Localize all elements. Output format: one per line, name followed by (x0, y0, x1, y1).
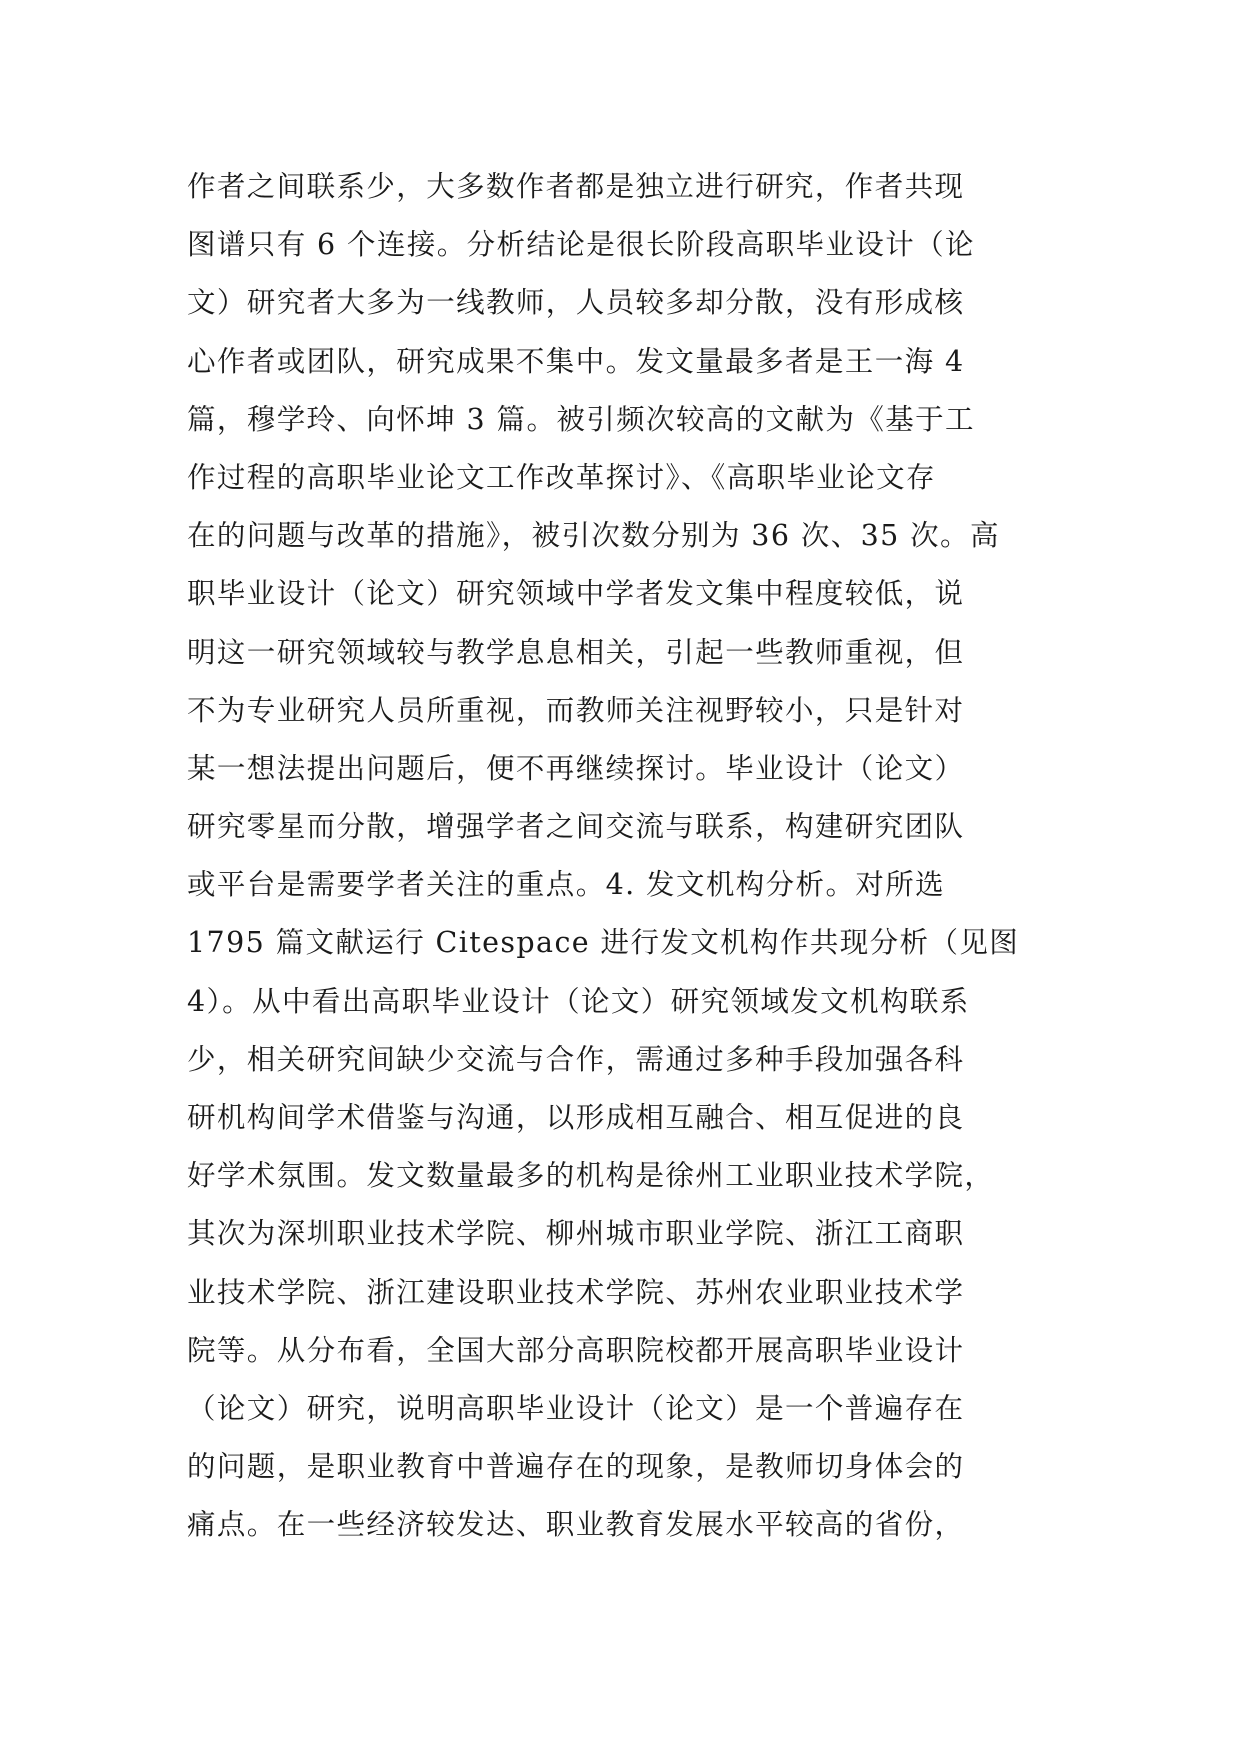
text-line: 研究零星而分散，增强学者之间交流与联系，构建研究团队 (187, 810, 965, 844)
text-line: 某一想法提出问题后，便不再继续探讨。毕业设计（论文） (187, 751, 965, 785)
text-line: 少，相关研究间缺少交流与合作，需通过多种手段加强各科 (187, 1042, 965, 1076)
text-line: 研机构间学术借鉴与沟通，以形成相互融合、相互促进的良 (187, 1101, 965, 1134)
text-line: 业技术学院、浙江建设职业技术学院、苏州农业职业技术学 (187, 1275, 965, 1309)
text-line: 其次为深圳职业技术学院、柳州城市职业学院、浙江工商职 (187, 1217, 965, 1251)
text-line: 院等。从分布看，全国大部分高职院校都开展高职毕业设计 (187, 1333, 965, 1367)
body-paragraph (187, 158, 1067, 1555)
text-line: 作者之间联系少，大多数作者都是独立进行研究，作者共现 (187, 170, 965, 203)
text-line: 篇，穆学玲、向怀坤 3 篇。被引频次较高的文献为《基于工 (187, 402, 975, 436)
text-line: 心作者或团队，研究成果不集中。发文量最多者是王一海 4 (187, 344, 965, 378)
text-line: 图谱只有 6 个连接。分析结论是很长阶段高职毕业设计（论 (187, 228, 975, 262)
text-line: 不为专业研究人员所重视，而教师关注视野较小，只是针对 (187, 693, 965, 727)
text-line: 或平台是需要学者关注的重点。4. 发文机构分析。对所选 (187, 868, 946, 902)
text-line: （论文）研究，说明高职毕业设计（论文）是一个普遍存在 (187, 1391, 965, 1425)
text-line: 职毕业设计（论文）研究领域中学者发文集中程度较低，说 (187, 577, 965, 611)
text-line: 在的问题与改革的措施》，被引次数分别为 36 次、35 次。高 (187, 519, 1000, 553)
text-line: 作过程的高职毕业论文工作改革探讨》、《高职毕业论文存 (187, 460, 936, 494)
text-line: 明这一研究领域较与教学息息相关，引起一些教师重视，但 (187, 635, 965, 669)
text-line: 痛点。在一些经济较发达、职业教育发展水平较高的省份， (187, 1508, 965, 1542)
text-line: 文）研究者大多为一线教师，人员较多却分散，没有形成核 (187, 286, 965, 320)
text-line: 4）。从中看出高职毕业设计（论文）研究领域发文机构联系 (187, 984, 970, 1018)
text-line: 好学术氛围。发文数量最多的机构是徐州工业职业技术学院， (187, 1159, 995, 1193)
text-line: 1795 篇文献运行 Citespace 进行发文机构作共现分析（见图 (187, 926, 1020, 960)
text-line: 的问题，是职业教育中普遍存在的现象，是教师切身体会的 (187, 1450, 965, 1484)
